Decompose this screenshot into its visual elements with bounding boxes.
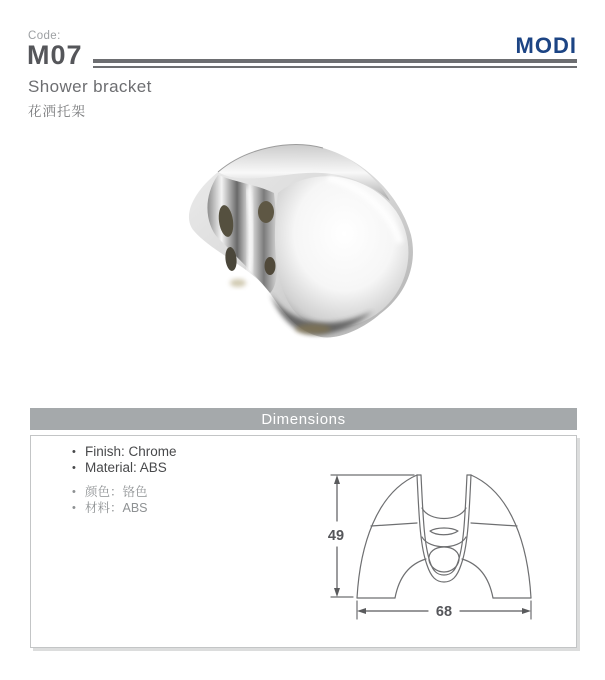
product-code: M07	[27, 40, 83, 70]
spec-material-zh: • 材料：ABS	[72, 501, 148, 517]
header-rule-thin-line	[93, 66, 577, 68]
spec-finish: • Finish: Chrome	[72, 444, 177, 460]
spec-finish-zh: • 颜色：铬色	[72, 485, 148, 501]
spec-list-en	[72, 444, 177, 476]
brand-logo: MODI	[515, 33, 577, 58]
width-dimension-label: 68	[435, 604, 453, 620]
code-label: Code:	[28, 30, 61, 42]
header-rule	[93, 59, 577, 68]
dimensions-panel	[30, 435, 577, 648]
dimensions-title-bar	[30, 408, 577, 430]
height-dimension-label: 49	[327, 528, 345, 544]
spec-list-zh	[72, 485, 148, 516]
technical-drawing	[319, 456, 554, 631]
product-photo-chrome-bracket	[178, 133, 423, 348]
product-name-zh: 花洒托架	[28, 104, 86, 119]
spec-material: • Material: ABS	[72, 460, 177, 476]
dimensions-title: Dimensions	[261, 410, 346, 428]
product-name-en: Shower bracket	[28, 77, 152, 96]
